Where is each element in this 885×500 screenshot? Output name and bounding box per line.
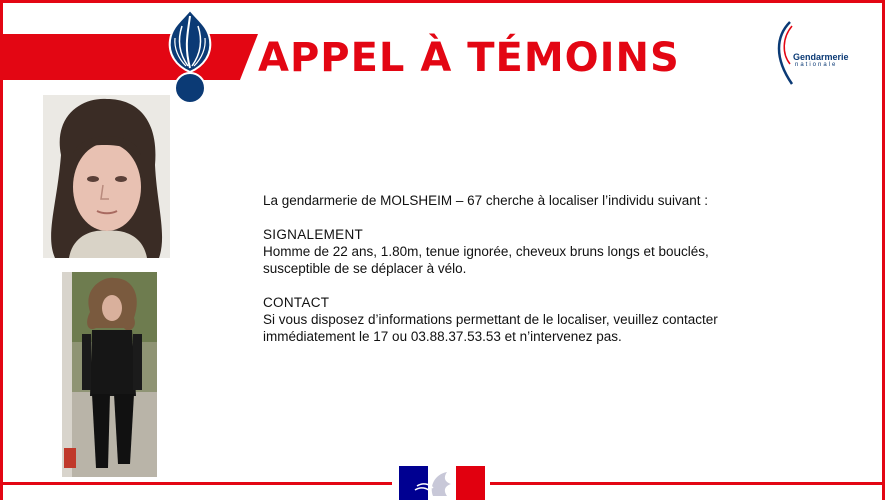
- contact-line-2: immédiatement le 17 ou 03.88.37.53.53 et n’intervenez pas.: [263, 329, 622, 344]
- contact-heading: CONTACT: [263, 295, 330, 310]
- notice-body: [263, 192, 823, 345]
- page-title: APPEL À TÉMOINS: [258, 35, 680, 81]
- contact-line-1: Si vous disposez d’informations permettant de le localiser, veuillez contacter: [263, 312, 718, 327]
- intro-text: La gendarmerie de MOLSHEIM – 67 cherche à localiser l’individu suivant :: [263, 193, 708, 208]
- gendarmerie-grenade-icon: [160, 6, 220, 104]
- signalement-line-1: Homme de 22 ans, 1.80m, tenue ignorée, cheveux bruns longs et bouclés,: [263, 244, 709, 259]
- signalement-line-2: susceptible de se déplacer à vélo.: [263, 261, 467, 276]
- bottom-rule-right: [490, 482, 885, 485]
- logo-subtext: nationale: [795, 62, 838, 68]
- suspect-face-photo: [43, 95, 170, 258]
- suspect-full-body-photo: [62, 272, 157, 477]
- bottom-rule-left: [0, 482, 392, 485]
- logo-text: Gendarmerie: [793, 52, 849, 62]
- signalement-heading: SIGNALEMENT: [263, 227, 364, 242]
- marianne-flag-icon: [399, 466, 485, 500]
